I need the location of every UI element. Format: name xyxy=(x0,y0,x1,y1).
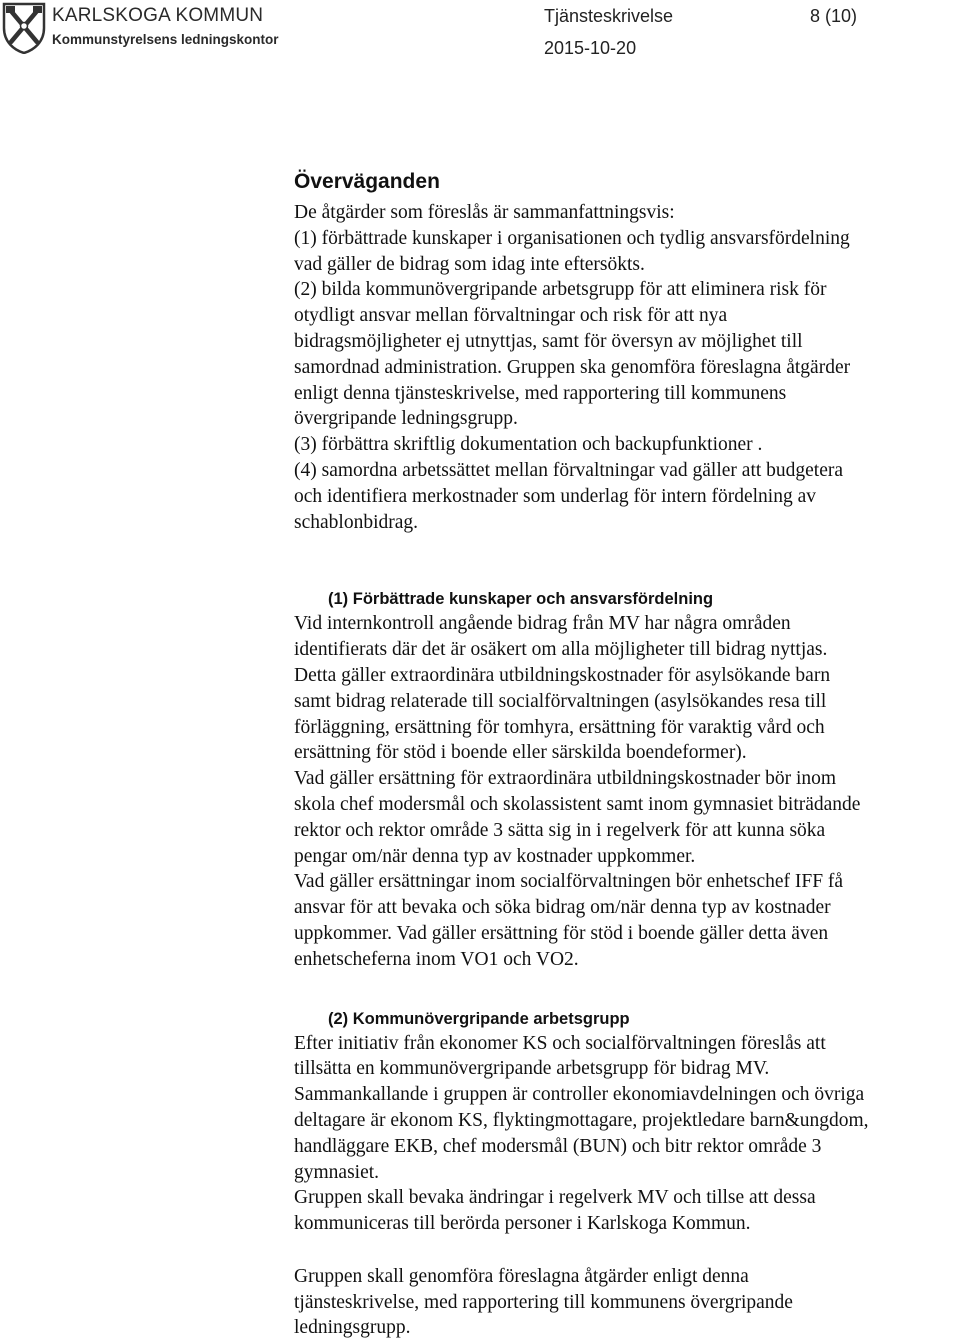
text-line: enligt denna tjänsteskrivelse, med rapportering till kommunens xyxy=(294,382,787,404)
text-line: ansvar för att bevaka och söka bidrag om/när denna typ av kostnader xyxy=(294,897,831,919)
text-line: kommuniceras till berörda personer i Karlskoga Kommun. xyxy=(294,1213,751,1235)
text-line: Vad gäller ersättning för extraordinära utbildningskostnader bör inom xyxy=(294,768,837,790)
text-line: otydligt ansvar mellan förvaltningar och risk för att nya xyxy=(294,305,728,327)
text-line: ledningsgrupp. xyxy=(294,1317,411,1339)
text-line: samt bidrag relaterade till socialförvaltningen (asylsökandes resa till xyxy=(294,690,827,712)
text-line: deltagare är ekonom KS, flyktingmottagare, projektledare barn&ungdom, xyxy=(294,1109,869,1131)
text-line: (1) förbättrade kunskaper i organisationen och tydlig ansvarsfördelning xyxy=(294,227,850,249)
section2-text xyxy=(294,1031,954,1237)
text-line: och identifiera merkostnader som underlag för intern fördelning av xyxy=(294,485,816,507)
text-line: övergripande ledningsgrupp. xyxy=(294,408,518,430)
considerations-text xyxy=(294,200,954,535)
document-body xyxy=(294,168,954,1341)
karlskoga-coat-of-arms-icon xyxy=(2,2,46,54)
text-line: ersättning för stöd i boende eller särskilda boendeformer). xyxy=(294,742,747,764)
section2-heading: (2) Kommunövergripande arbetsgrupp xyxy=(328,1009,630,1028)
text-line: (2) bilda kommunövergripande arbetsgrupp för att eliminera risk för xyxy=(294,279,827,301)
text-line: bidragsmöjligheter ej utnyttjas, samt för översyn av möjlighet till xyxy=(294,330,803,352)
header-logo xyxy=(0,0,279,58)
text-line: Detta gäller extraordinära utbildningskostnader för asylsökande barn xyxy=(294,664,831,686)
text-line: Efter initiativ från ekonomer KS och socialförvaltningen föreslås att xyxy=(294,1032,826,1054)
section1-text xyxy=(294,611,954,972)
text-line: Vad gäller ersättningar inom socialförvaltningen bör enhetschef IFF få xyxy=(294,871,844,893)
section1-heading: (1) Förbättrade kunskaper och ansvarsfördelning xyxy=(328,590,714,609)
text-line: enhetscheferna inom VO1 och VO2. xyxy=(294,948,579,970)
text-line: tjänsteskrivelse, med rapportering till kommunens övergripande xyxy=(294,1291,793,1313)
text-line: gymnasiet. xyxy=(294,1161,380,1183)
department-name: Kommunstyrelsens ledningskontor xyxy=(52,32,279,47)
page-number: 8 (10) xyxy=(810,6,858,26)
text-line: Vid internkontroll angående bidrag från MV har några områden xyxy=(294,613,791,635)
text-line: handläggare EKB, chef modersmål (BUN) och bitr rektor område 3 xyxy=(294,1135,822,1157)
text-line: tillsätta en kommunövergripande arbetsgrupp för bidrag MV. xyxy=(294,1058,770,1080)
text-line: vad gäller de bidrag som idag inte eftersökts. xyxy=(294,253,645,275)
section2-final-text xyxy=(294,1264,954,1341)
text-line: (4) samordna arbetssättet mellan förvaltningar vad gäller att budgetera xyxy=(294,459,844,481)
text-line: Sammankallande i gruppen är controller ekonomiavdelningen och övriga xyxy=(294,1084,865,1106)
text-line: rektor och rektor område 3 sätta sig in i regelverk för att kunna söka xyxy=(294,819,826,841)
text-line: De åtgärder som föreslås är sammanfattningsvis: xyxy=(294,202,675,223)
text-line: skola chef modersmål och skolassistent samt inom gymnasiet biträdande xyxy=(294,793,861,815)
document-date: 2015-10-20 xyxy=(544,38,637,58)
text-line: (3) förbättra skriftlig dokumentation och backupfunktioner . xyxy=(294,434,763,456)
considerations-heading: Överväganden xyxy=(294,170,440,193)
text-line: förläggning, ersättning för tomhyra, ersättning för varaktig vård och xyxy=(294,716,825,738)
text-line: pengar om/när denna typ av kostnader uppkommer. xyxy=(294,845,696,867)
text-line: schablonbidrag. xyxy=(294,511,419,533)
text-line: identifierats där det är osäkert om alla möjligheter till bidrag nyttjas. xyxy=(294,639,828,661)
text-line: uppkommer. Vad gäller ersättning för stöd i boende gäller detta även xyxy=(294,922,829,944)
org-name: KARLSKOGA KOMMUN xyxy=(52,5,264,26)
text-line: Gruppen skall genomföra föreslagna åtgärder enligt denna xyxy=(294,1265,749,1287)
text-line: Gruppen skall bevaka ändringar i regelverk MV och tillse att dessa xyxy=(294,1187,816,1209)
text-line: samordnad administration. Gruppen ska genomföra föreslagna åtgärder xyxy=(294,356,851,378)
document-type: Tjänsteskrivelse xyxy=(544,6,674,26)
